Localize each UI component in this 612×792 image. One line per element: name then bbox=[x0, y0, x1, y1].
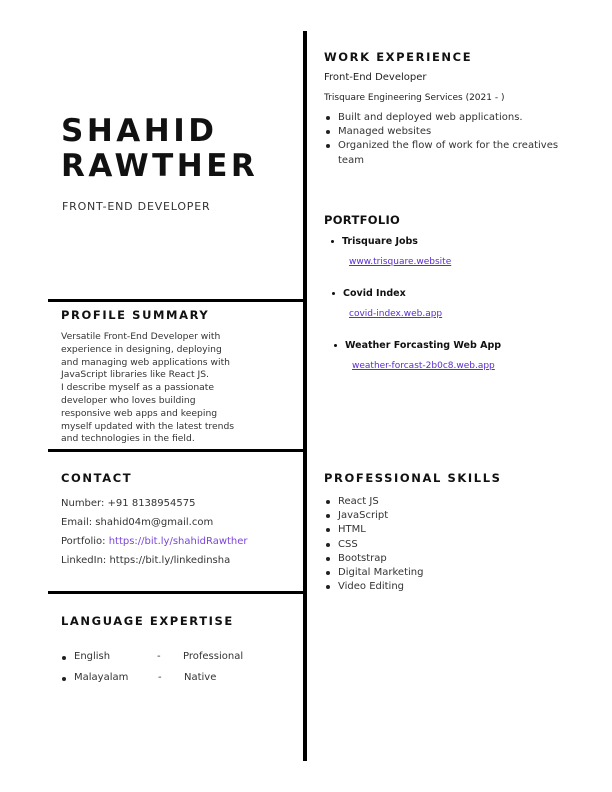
candidate-name bbox=[61, 114, 258, 184]
skill-item: CSS bbox=[324, 538, 524, 552]
work-bullets bbox=[324, 111, 574, 168]
name-first: SHAHID bbox=[61, 113, 218, 149]
email-address: shahid04m@gmail.com bbox=[95, 517, 214, 528]
vertical-divider bbox=[303, 31, 307, 761]
work-bullet: Organized the flow of work for the creatives team bbox=[324, 139, 574, 167]
contact-email bbox=[61, 516, 248, 535]
summary-line: and technologies in the field. bbox=[61, 433, 195, 445]
summary-line: developer who loves building bbox=[61, 394, 196, 406]
number-label: Number: bbox=[61, 498, 108, 509]
profile-summary-heading: PROFILE SUMMARY bbox=[61, 308, 210, 322]
summary-line: I describe myself as a passionate bbox=[61, 382, 215, 394]
language-item bbox=[61, 671, 281, 692]
separator: - bbox=[157, 651, 161, 662]
summary-line: responsive web apps and keeping bbox=[61, 407, 218, 419]
summary-line: myself updated with the latest trends bbox=[61, 420, 235, 432]
portfolio-item bbox=[334, 340, 501, 351]
phone-number: +91 8138954575 bbox=[107, 498, 196, 509]
summary-line: Versatile Front-End Developer with bbox=[61, 331, 221, 342]
separator: - bbox=[158, 672, 162, 683]
contact-heading: CONTACT bbox=[61, 471, 133, 485]
skill-item: Bootstrap bbox=[324, 552, 524, 566]
language-list bbox=[61, 650, 281, 692]
skills-list bbox=[324, 495, 524, 594]
linkedin-label: LinkedIn: bbox=[61, 555, 110, 566]
divider-language bbox=[48, 591, 305, 594]
language-level: Professional bbox=[183, 651, 244, 662]
work-experience-heading: WORK EXPERIENCE bbox=[324, 50, 473, 64]
bullet-icon bbox=[331, 240, 334, 243]
skill-item: JavaScript bbox=[324, 509, 524, 523]
portfolio-heading: PORTFOLIO bbox=[324, 213, 401, 227]
name-last: RAWTHER bbox=[61, 148, 259, 184]
contact-list bbox=[61, 497, 248, 573]
language-item bbox=[61, 650, 281, 671]
portfolio-link[interactable]: https://bit.ly/shahidRawther bbox=[108, 536, 248, 547]
contact-number bbox=[61, 497, 248, 516]
skill-item: React JS bbox=[324, 495, 524, 509]
bullet-icon bbox=[332, 292, 335, 295]
work-bullet: Built and deployed web applications. bbox=[324, 111, 574, 125]
email-label: Email: bbox=[61, 517, 96, 528]
job-role: Front-End Developer bbox=[324, 72, 427, 83]
portfolio-label: Portfolio: bbox=[61, 536, 109, 547]
bullet-icon bbox=[62, 677, 66, 681]
summary-line: experience in designing, deploying bbox=[61, 343, 222, 355]
skill-item: Digital Marketing bbox=[324, 566, 524, 580]
portfolio-item-name: Weather Forcasting Web App bbox=[345, 340, 502, 351]
portfolio-item bbox=[331, 236, 418, 247]
language-level: Native bbox=[184, 672, 217, 683]
portfolio-item-link[interactable]: www.trisquare.website bbox=[349, 257, 452, 267]
portfolio-item-name: Trisquare Jobs bbox=[342, 236, 418, 247]
job-company: Trisquare Engineering Services (2021 - ) bbox=[324, 93, 505, 103]
skill-item: HTML bbox=[324, 523, 524, 537]
portfolio-item-link[interactable]: weather-forcast-2b0c8.web.app bbox=[352, 361, 495, 371]
language-name: Malayalam bbox=[74, 672, 129, 683]
job-title: FRONT-END DEVELOPER bbox=[62, 200, 211, 213]
bullet-icon bbox=[334, 344, 337, 347]
contact-linkedin bbox=[61, 554, 248, 573]
work-bullet: Managed websites bbox=[324, 125, 574, 139]
language-name: English bbox=[74, 651, 111, 662]
profile-summary-text bbox=[61, 331, 246, 446]
summary-line: and managing web applications with bbox=[61, 356, 230, 368]
portfolio-item bbox=[332, 288, 406, 299]
linkedin-url: https://bit.ly/linkedinsha bbox=[109, 555, 231, 566]
skills-heading: PROFESSIONAL SKILLS bbox=[324, 471, 502, 485]
portfolio-item-link[interactable]: covid-index.web.app bbox=[349, 309, 443, 319]
language-heading: LANGUAGE EXPERTISE bbox=[61, 614, 234, 628]
portfolio-item-name: Covid Index bbox=[343, 288, 406, 299]
bullet-icon bbox=[62, 656, 66, 660]
divider-profile bbox=[48, 299, 305, 302]
divider-contact bbox=[48, 449, 305, 452]
contact-portfolio bbox=[61, 535, 248, 554]
skill-item: Video Editing bbox=[324, 580, 524, 594]
summary-line: JavaScript libraries like React JS. bbox=[61, 369, 209, 381]
